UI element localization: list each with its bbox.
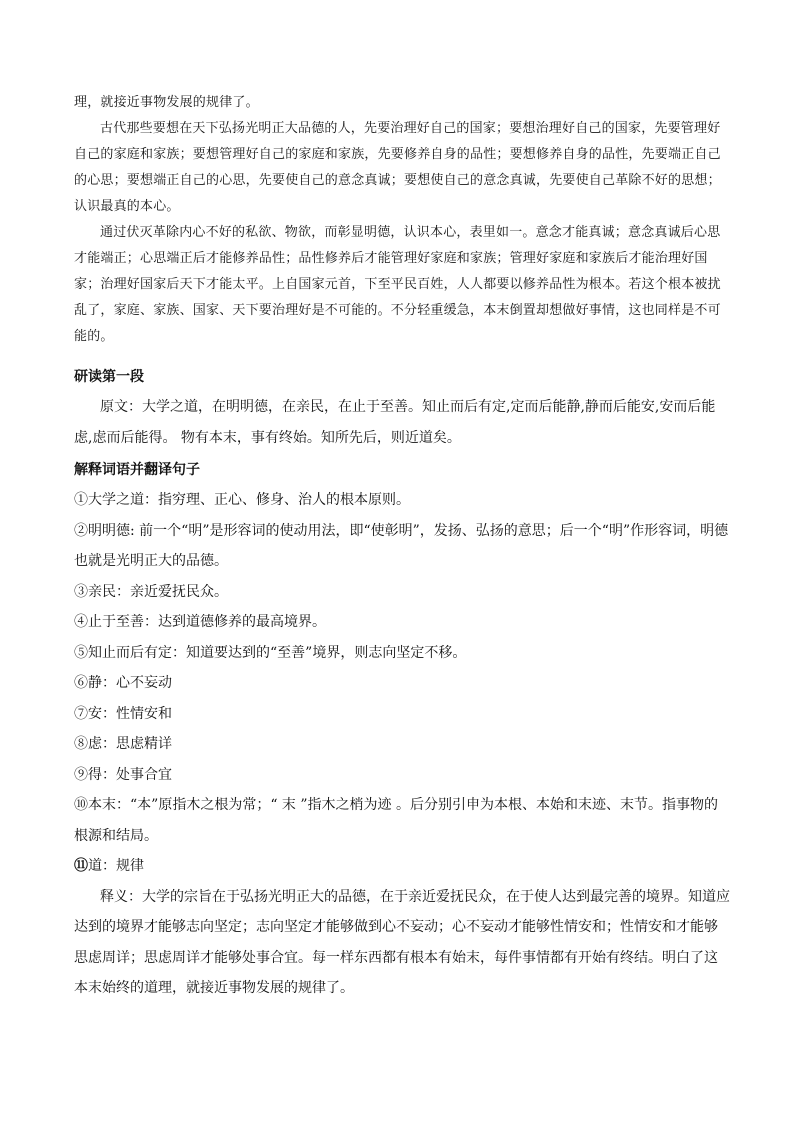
item-marker: ⑦ <box>74 705 88 722</box>
item-marker: ⑨ <box>74 766 88 783</box>
paragraph-ancients: 古代那些要想在天下弘扬光明正大品德的人，先要治理好自己的国家；要想治理好自己的国家，先要管理好自己的家庭和家族；要想管理好自己的家庭和家族，先要修养自身的品性；要想修养自身的品性，先要端正自己的心思；要想端正自己的心思，先要使自己的意念真诚；要想使自己的意念真诚，先要使自己革除不好的思想；认识最真的本心。 <box>74 121 721 214</box>
item-text: 知止而后有定：知道要达到的“至善”境界，则志向坚定不移。 <box>88 644 467 661</box>
glossary-list <box>74 485 730 882</box>
glossary-item <box>74 485 730 516</box>
glossary-item <box>74 668 730 699</box>
item-text: 道：规律 <box>88 858 144 874</box>
item-marker: ⑧ <box>74 736 88 752</box>
item-text: 亲民：亲近爱抚民众。 <box>88 583 228 600</box>
item-marker: ④ <box>74 614 88 630</box>
item-text: 安：性情安和 <box>88 705 172 722</box>
previous-translation-block <box>74 90 730 350</box>
item-text: 明明德: 前一个“明”是形容词的使动用法，即“使彰明”，发扬、弘扬的意思；后一个“明”作形容词，明德也就是光明正大的品德。 <box>74 522 729 569</box>
item-text: 虑：思虑精详 <box>88 736 172 752</box>
item-marker: ① <box>74 492 88 508</box>
item-text: 止于至善：达到道德修养的最高境界。 <box>88 614 326 630</box>
glossary-item <box>74 577 730 608</box>
glossary-item <box>74 790 730 851</box>
item-text: 得：处事合宜 <box>88 766 172 783</box>
explain-title: 解释词语并翻译句子 <box>74 462 200 478</box>
glossary-item <box>74 760 730 791</box>
glossary-item <box>74 638 730 669</box>
item-marker: ② <box>74 522 88 539</box>
paragraph-cultivation: 通过伏灭革除内心不好的私欲、物欲，而彰显明德，认识本心，表里如一。意念才能真诚；意念真诚后心思才能端正；心思端正后才能修养品性；品性修养后才能管理好家庭和家族；管理好家庭和家族后才能治理好国家；治理好国家后天下才能太平。上自国家元首，下至平民百姓，人人都要以修养品性为根本。若这个根本被扰乱了，家庭、家族、国家、天下要治理好是不可能的。不分轻重缓急，本末倒置却想做好事情，这也同样是不可能的。 <box>74 225 721 344</box>
glossary-item <box>74 516 730 577</box>
item-text: 本末：“本”原指木之根为常；“ 末 ”指木之梢为迹 。后分别引申为本根、本始和末迹、末节。指事物的根源和结局。 <box>74 797 718 844</box>
paragraph-continuation: 理，就接近事物发展的规律了。 <box>74 95 259 110</box>
translation-paragraph: 释义：大学的宗旨在于弘扬光明正大的品德，在于亲近爱抚民众，在于使人达到最完善的境界。知道应达到的境界才能够志向坚定；志向坚定才能够做到心不妄动；心不妄动才能够性情安和；性情安和才能够思虑周详；思虑周详才能够处事合宜。每一样东西都有根本有始末，每件事情都有开始有终结。明白了这本末始终的道理，就接近事物发展的规律了。 <box>74 888 730 996</box>
glossary-item <box>74 851 730 882</box>
item-text: 大学之道：指穷理、正心、修身、治人的根本原则。 <box>88 492 410 508</box>
item-text: 静：心不妄动 <box>88 675 172 691</box>
glossary-item <box>74 607 730 638</box>
section-title: 研读第一段 <box>74 369 144 385</box>
item-marker: ⑤ <box>74 644 88 661</box>
item-marker: ⑪ <box>74 858 88 874</box>
item-marker: ⑥ <box>74 675 88 691</box>
item-marker: ③ <box>74 583 88 600</box>
item-marker: ⑩ <box>74 797 88 813</box>
glossary-item <box>74 699 730 730</box>
document-page <box>74 90 730 1004</box>
original-text: 原文：大学之道，在明明德，在亲民，在止于至善。知止而后有定,定而后能静,静而后能安,安而后能虑,虑而后能得。 物有本末，事有终始。知所先后，则近道矣。 <box>74 399 716 446</box>
glossary-item <box>74 729 730 760</box>
